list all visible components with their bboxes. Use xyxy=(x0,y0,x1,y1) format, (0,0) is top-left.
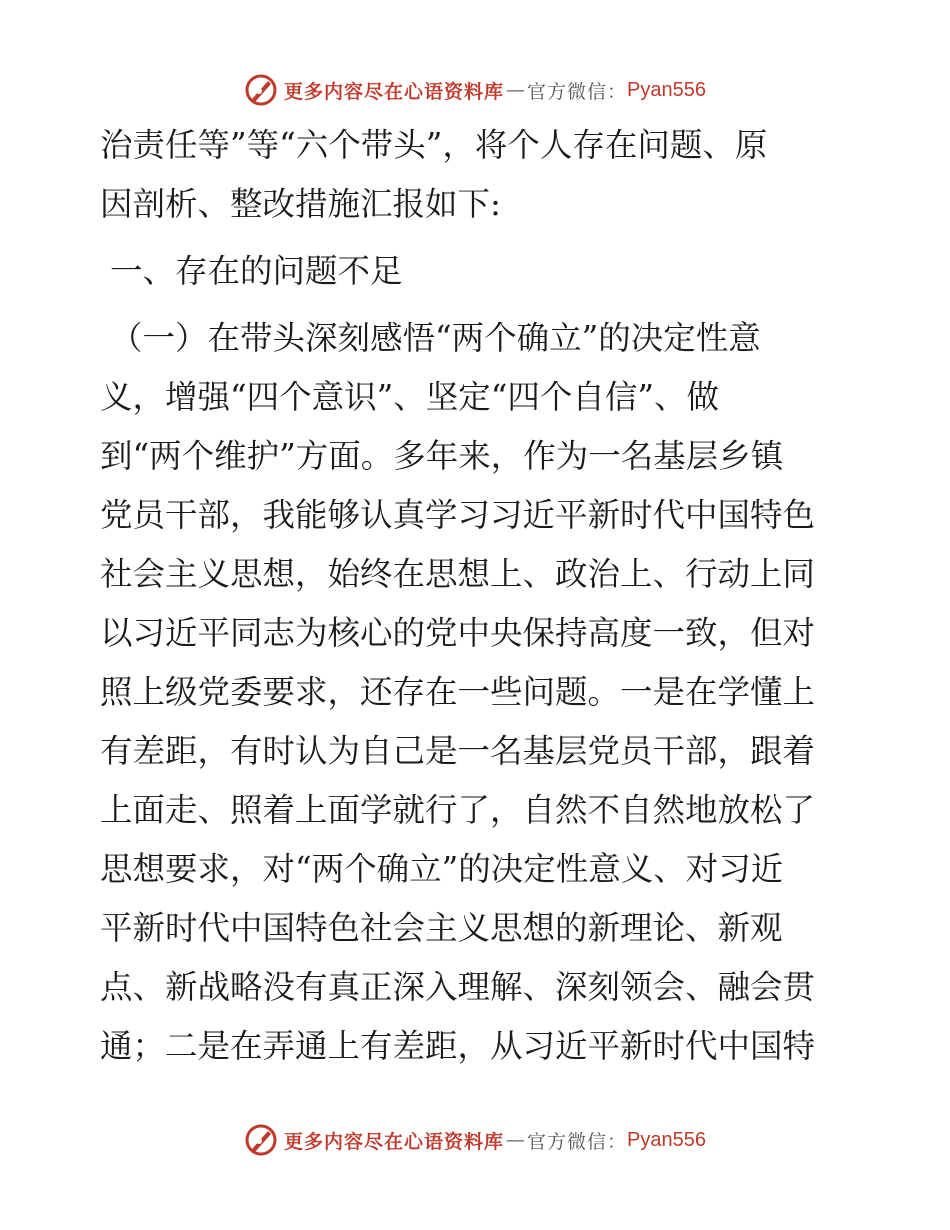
text-line: 点、新战略没有真正深入理解、深刻领会、融会贯 xyxy=(100,968,816,1006)
text-line: 以习近平同志为核心的党中央保持高度一致，但对 xyxy=(100,614,816,652)
text-line: 思想要求，对“两个确立”的决定性意义、对习近 xyxy=(100,850,784,888)
document-body xyxy=(100,116,860,1076)
quill-logo-icon xyxy=(244,1123,278,1157)
footer-banner xyxy=(0,1120,950,1160)
heading-text: 一、存在的问题不足 xyxy=(110,252,403,290)
section-paragraph xyxy=(100,309,860,1076)
quill-logo-icon xyxy=(244,73,278,107)
wechat-id: Pyan556 xyxy=(627,78,706,101)
text-line: 到“两个维护”方面。多年来，作为一名基层乡镇 xyxy=(100,437,784,475)
header-banner xyxy=(0,70,950,110)
text-line: 社会主义思想，始终在思想上、政治上、行动上同 xyxy=(100,555,816,593)
text-line: 照上级党委要求，还存在一些问题。一是在学懂上 xyxy=(100,673,816,711)
text-line: （一）在带头深刻感悟“两个确立”的决定性意 xyxy=(110,319,761,357)
banner-separator: — xyxy=(506,79,526,101)
banner-separator: — xyxy=(506,1129,526,1151)
section-heading xyxy=(100,242,860,301)
text-line: 上面走、照着上面学就行了，自然不自然地放松了 xyxy=(100,791,816,829)
text-line: 治责任等”等“六个带头”，将个人存在问题、原 xyxy=(100,126,768,164)
text-line: 平新时代中国特色社会主义思想的新理论、新观 xyxy=(100,909,783,947)
intro-paragraph xyxy=(100,116,860,234)
text-line: 义，增强“四个意识”、坚定“四个自信”、做 xyxy=(100,378,719,416)
text-line: 党员干部，我能够认真学习习近平新时代中国特色 xyxy=(100,496,816,534)
official-wechat-label: 官方微信： xyxy=(527,80,628,103)
brand-name: 更多内容尽在心语资料库 xyxy=(284,1130,505,1153)
text-line: 因剖析、整改措施汇报如下: xyxy=(100,185,501,223)
official-wechat-label: 官方微信： xyxy=(527,1130,628,1153)
brand-name: 更多内容尽在心语资料库 xyxy=(284,80,505,103)
text-line: 有差距，有时认为自己是一名基层党员干部，跟着 xyxy=(100,732,816,770)
wechat-id: Pyan556 xyxy=(627,1128,706,1151)
text-line: 通；二是在弄通上有差距，从习近平新时代中国特 xyxy=(100,1027,816,1065)
